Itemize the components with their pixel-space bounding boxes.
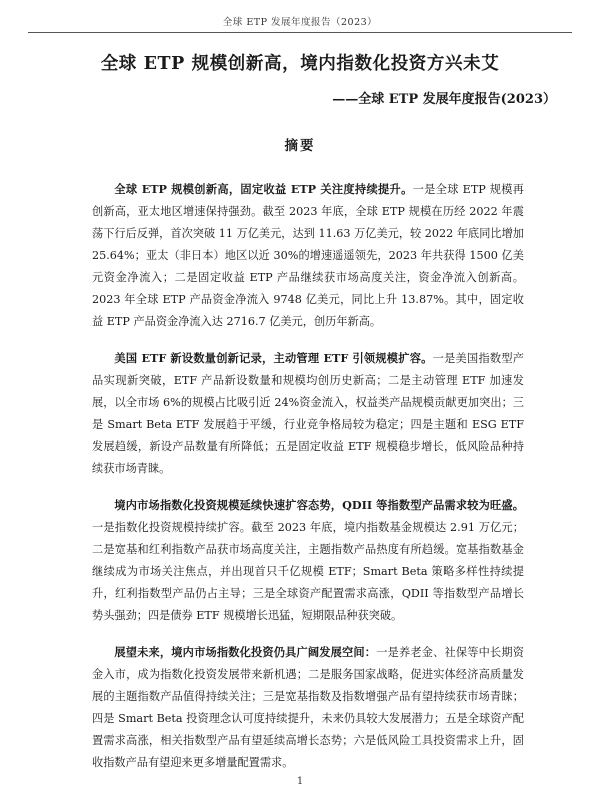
paragraph-body: 一是美国指数型产品实现新突破，ETF 产品新设数量和规模均创历史新高；二是主动管理 ETF 加速发展，以全市场 6%的规模占比吸引近 24%资金流入，权益类产品规模贡献更加突出；三是 Smart Beta ETF 发展趋于平缓，行业竞争格局较为稳定；四是主题和 ESG ETF 发展趋缓，新设产品数量有所降低；五是固定收益 ETF 规模稳步增长，低风险品种持续获市场青睐。 [92,352,524,475]
paragraph-body: 一是全球 ETP 规模再创新高，亚太地区增速保持强劲。截至 2023 年底，全球 ETP 规模在历经 2022 年震荡下行后反弹，首次突破 11 万亿美元，达到 11.63 万亿美元，较 2022 年底同比增加 25.64%；亚太（非日本）地区以近 30%的增速遥遥领先，2023 年共获得 1500 亿美元资金净流入；二是固定收益 ETP 产品继续获市场高度关注，资金净流入创新高。2023 年全球 ETP 产品资金净流入 9748 亿美元，同比上升 13.87%。其中，固定收益 ETP 产品资金净流入达 2716.7 亿美元，创历年新高。 [92,183,524,328]
abstract-paragraph-1 [92,178,524,333]
paragraph-body: 一是养老金、社保等中长期资金入市，成为指数化投资发展带来新机遇；二是服务国家战略，促进实体经济高质量发展的主题指数产品值得持续关注；三是宽基指数及指数增强产品有望持续获市场青睐；四是 Smart Beta 投资理念认可度持续提升，未来仍具较大发展潜力；五是全球资产配置需求高涨，相关指数型产品有望延续高增长态势；六是低风险工具投资需求上升，固收指数产品有望迎来更多增量配置需求。 [92,646,524,769]
page-number: 1 [296,776,304,787]
paragraph-lead: 境内市场指数化投资规模延续快速扩容态势，QDII 等指数型产品需求较为旺盛。 [114,498,524,512]
document-title: 全球 ETP 规模创新高，境内指数化投资方兴未艾 [100,54,500,74]
running-header: 全球 ETP 发展年度报告（2023） [222,17,378,28]
paragraph-lead: 美国 ETF 新设数量创新记录，主动管理 ETF 引领规模扩容。 [114,351,433,365]
paragraph-body: 一是指数化投资规模持续扩容。截至 2023 年底，境内指数基金规模达 2.91 万亿元；二是宽基和红利指数产品获市场高度关注，主题指数产品热度有所趋缓。宽基指数基金继续成为市场关注焦点，并出现首只千亿规模 ETF；Smart Beta 策略多样性持续提升，红利指数型产品仍占主导；三是全球资产配置需求高涨，QDII 等指数型产品增长势头强劲；四是债券 ETF 规模增长迅猛，短期限品种获突破。 [92,521,524,622]
abstract-paragraph-4 [92,641,524,774]
paragraph-lead: 全球 ETP 规模创新高，固定收益 ETP 关注度持续提升。 [114,182,413,196]
abstract-body [92,178,524,788]
paragraph-lead: 展望未来，境内市场指数化投资仍具广阔发展空间： [114,645,377,659]
abstract-paragraph-2 [92,347,524,480]
abstract-paragraph-3 [92,494,524,627]
header-rule [28,32,572,33]
document-subtitle: ——全球 ETP 发展年度报告(2023） [332,92,556,107]
abstract-heading: 摘要 [284,138,316,154]
